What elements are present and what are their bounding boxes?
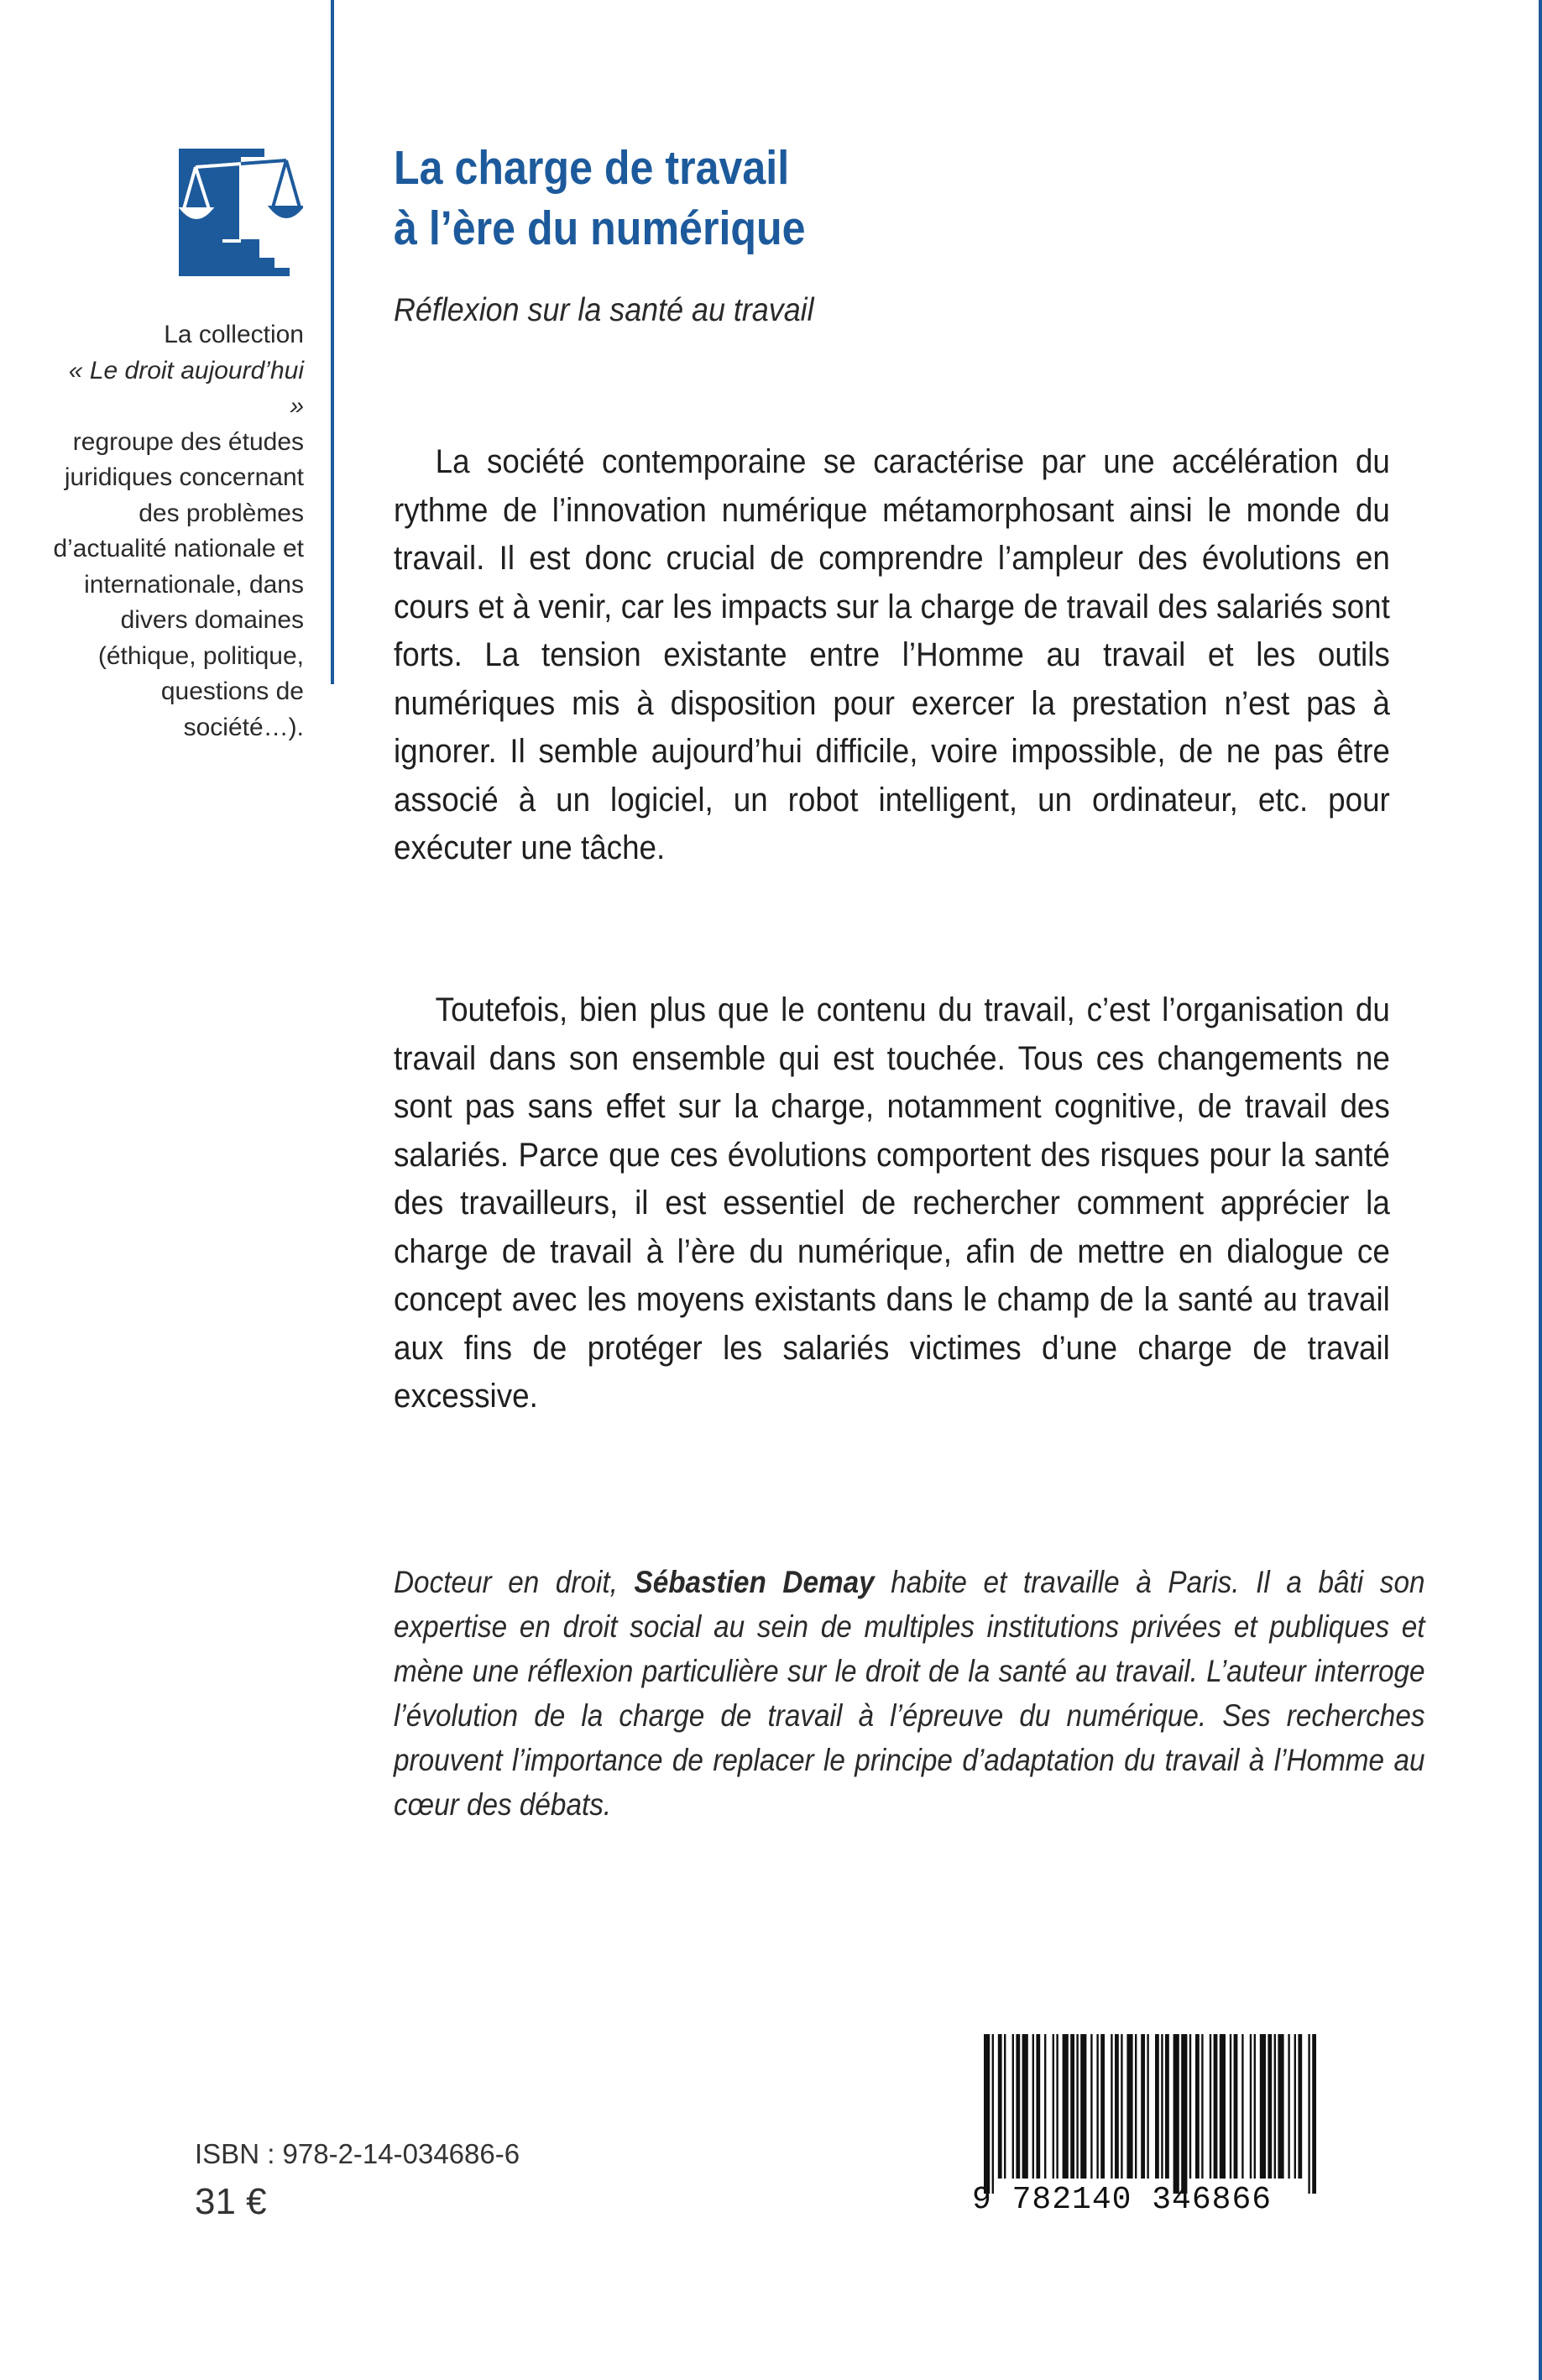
barcode-bar [1126, 2034, 1132, 2179]
isbn-label: ISBN : 978-2-14-034686-6 [195, 2138, 520, 2169]
barcode-bar [1070, 2034, 1074, 2179]
author-bio [394, 1560, 1425, 1827]
barcode-bar [1056, 2034, 1058, 2179]
barcode-bar [1044, 2034, 1046, 2179]
barcode-bar [1173, 2034, 1179, 2194]
barcode-bar [1016, 2034, 1020, 2179]
barcode-bar [1268, 2034, 1272, 2179]
barcode-bar [1288, 2034, 1289, 2179]
barcode-bar [1141, 2034, 1145, 2179]
barcode-bar [1115, 2034, 1119, 2179]
barcode-bar [1308, 2034, 1309, 2194]
collection-series-name: « Le droit aujourd’hui » [68, 356, 304, 420]
barcode-bar [1022, 2034, 1028, 2179]
barcode-bar [1161, 2034, 1163, 2179]
barcode-bar [1210, 2034, 1211, 2179]
isbn-barcode [972, 2034, 1325, 2194]
summary-paragraph-2-text: Toutefois, bien plus que le contenu du travail, c’est l’organisation du travail dans son ensemble qui est touchée. Tous ces changements ne sont pas sans effet sur la charge, notamment cognitive, de travail des salariés. Parce que ces évolutions comportent des risques pour la santé des travailleurs, il est essentiel de rechercher comment apprécier la charge de travail à l’ère du numérique, afin de mettre en dialogue ce concept avec les moyens existants dans le champ de la santé au travail aux fins de protéger les salariés victimes d’une charge de travail excessive. [394, 991, 1390, 1415]
barcode-bar [1220, 2034, 1226, 2179]
barcode-bar [1096, 2034, 1098, 2179]
barcode-bar [1063, 2034, 1069, 2179]
book-title [394, 138, 1354, 259]
right-edge-rule [1539, 0, 1542, 2380]
barcode-bar [1312, 2034, 1316, 2194]
barcode-bar [1165, 2034, 1169, 2179]
barcode-bar [1053, 2034, 1054, 2179]
left-column-rule [331, 0, 334, 684]
barcode-bar [1234, 2034, 1238, 2179]
summary-paragraph-1-text: La société contemporaine se caractérise par une accélération du rythme de l’innovation numérique métamorphosant ainsi le monde du travail. Il est donc crucial de comprendre l’ampleur des évolutions en cours et à venir, car les impacts sur la charge de travail des salariés sont forts. La tension existante entre l’Homme au travail et les outils numériques mis à disposition pour exercer la prestation n’est pas à ignorer. Il semble aujourd’hui difficile, voire impossible, de ne pas être associé à un logiciel, un robot intelligent, un ordinateur, etc. pour exécuter une tâche. [394, 443, 1390, 866]
summary-paragraph-2 [394, 986, 1390, 1421]
barcode-bar [1135, 2034, 1137, 2179]
barcode-bar [1278, 2034, 1283, 2179]
summary-paragraph-1 [394, 438, 1390, 873]
book-title-line2: à l’ère du numérique [394, 201, 806, 255]
author-name: Sébastien Demay [634, 1565, 875, 1599]
barcode-bar [1294, 2034, 1296, 2179]
barcode-bar [1260, 2034, 1266, 2179]
book-subtitle: Réflexion sur la santé au travail [394, 292, 814, 328]
barcode-bar [1004, 2034, 1006, 2179]
barcode-bar [1111, 2034, 1112, 2179]
barcode-bar [1254, 2034, 1256, 2179]
collection-intro: La collection [164, 321, 304, 348]
barcode-bar [1036, 2034, 1040, 2179]
barcode-bar [1181, 2034, 1187, 2194]
barcode-bar [1012, 2034, 1014, 2179]
author-bio-lead: Docteur en droit, [394, 1565, 635, 1599]
barcode-bar [1214, 2034, 1218, 2179]
author-bio-text: habite et travaille à Paris. Il a bâti son expertise en droit social au sein de multiples institutions privées et publiques et mène une réflexion particulière sur le droit de la santé au travail. L’auteur interroge l’évolution de la charge de travail à l’épreuve du numérique. Ses recherches prouvent l’importance de replacer le principe d’adaptation du travail à l’Homme au cœur des débats. [394, 1565, 1425, 1822]
barcode-bar [1201, 2034, 1203, 2179]
barcode-bar [1121, 2034, 1122, 2179]
book-title-line1: La charge de travail [394, 141, 790, 195]
scales-of-justice-logo [179, 149, 303, 276]
barcode-bar [1147, 2034, 1148, 2179]
barcode-bar [1080, 2034, 1086, 2179]
barcode-bar [1274, 2034, 1276, 2179]
barcode-bar [1241, 2034, 1243, 2179]
barcode-bar [1195, 2034, 1200, 2179]
price-label: 31 € [195, 2181, 267, 2222]
collection-text: regroupe des études juridiques concernant des problèmes d’actualité nationale et internationale, dans divers domaines (éthique, politique, questions de société…). [53, 427, 304, 741]
collection-description [50, 317, 304, 745]
barcode-bar [992, 2034, 994, 2194]
barcode-bar [984, 2034, 990, 2194]
barcode-bar [1250, 2034, 1252, 2179]
barcode-bar [1155, 2034, 1159, 2179]
barcode-bar [1076, 2034, 1078, 2179]
barcode-number: 9 782140 346866 [972, 2182, 1273, 2218]
barcode-bar [998, 2034, 1002, 2179]
barcode-bar [1230, 2034, 1231, 2179]
barcode-bar [1032, 2034, 1034, 2179]
barcode-bar [1298, 2034, 1302, 2179]
barcode-bar [1100, 2034, 1105, 2179]
barcode-bar [1189, 2034, 1191, 2179]
barcode-bar [1090, 2034, 1092, 2179]
